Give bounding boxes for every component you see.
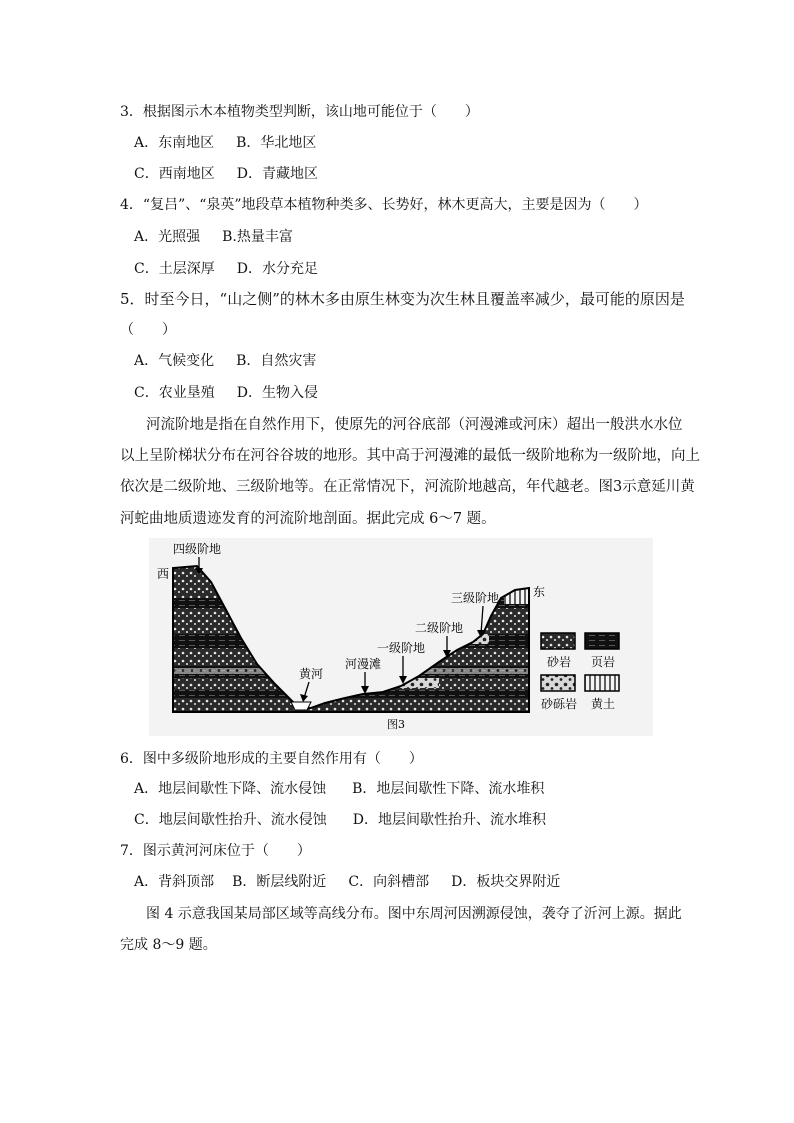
river-channel [291, 702, 311, 710]
label-terrace4: 四级阶地 [173, 542, 222, 556]
q3-option-a: A．东南地区 [134, 135, 215, 151]
q5-option-c: C．农业垦殖 [134, 385, 215, 401]
q5-stem-line2: （ ） [120, 322, 176, 338]
figure-caption: 图3 [387, 718, 405, 731]
q3-options-row2 [134, 165, 318, 183]
q7-option-a: A．背斜顶部 [134, 874, 215, 890]
q7-options [134, 873, 560, 891]
figure-3-river-terrace-profile [149, 538, 653, 736]
label-river: 黄河 [299, 667, 324, 681]
passage1-line2: 以上呈阶梯状分布在河谷谷坡的地形。其中高于河漫滩的最低一级阶地称为一级阶地，向上 [120, 448, 700, 464]
legend-swatch-shale [585, 633, 619, 649]
q4-option-c: C．土层深厚 [134, 261, 215, 277]
q6-option-b: B．地层间歇性下降、流水堆积 [352, 781, 545, 797]
q3-stem: 3．根据图示木本植物类型判断，该山地可能位于（ ） [120, 104, 479, 120]
legend-label-conglomerate: 砂砾岩 [541, 697, 578, 711]
q6-options-row1 [134, 780, 544, 798]
q4-option-b: B.热量丰富 [222, 229, 293, 245]
q3-option-d: D．青藏地区 [236, 166, 318, 182]
q4-option-a: A．光照强 [134, 229, 201, 245]
q5-options-row2 [134, 384, 318, 402]
q6-stem: 6．图中多级阶地形成的主要自然作用有（ ） [120, 751, 423, 767]
q5-option-d: D．生物入侵 [236, 385, 318, 401]
legend-label-loess: 黄土 [591, 697, 616, 711]
q3-option-b: B．华北地区 [236, 135, 317, 151]
q4-options-row2 [134, 260, 318, 278]
passage1-line1: 河流阶地是指在自然作用下，使原先的河谷底部（河漫滩或河床）超出一般洪水水位 [146, 417, 683, 433]
label-terrace1: 一级阶地 [377, 641, 426, 655]
legend-swatch-loess [585, 675, 619, 691]
q7-option-c: C．向斜槽部 [348, 874, 430, 890]
q7-option-b: B．断层线附近 [232, 874, 327, 890]
label-floodplain: 河漫滩 [345, 657, 382, 671]
label-terrace3: 三级阶地 [451, 591, 500, 605]
q6-option-d: D．地层间歇性抬升、流水堆积 [352, 812, 546, 828]
q6-option-c: C．地层间歇性抬升、流水侵蚀 [134, 812, 327, 828]
q6-options-row2 [134, 811, 546, 829]
q7-stem: 7．图示黄河河床位于（ ） [120, 843, 311, 859]
passage1-line4: 河蛇曲地质遗迹发育的河流阶地剖面。据此完成 6～7 题。 [120, 511, 496, 527]
legend-label-shale: 页岩 [591, 655, 616, 669]
label-terrace2: 二级阶地 [415, 621, 464, 635]
q6-option-a: A．地层间歇性下降、流水侵蚀 [134, 781, 327, 797]
passage1-line3: 依次是二级阶地、三级阶地等。在正常情况下，河流阶地越高，年代越老。图3示意延川黄 [120, 479, 695, 495]
legend-label-sandstone: 砂岩 [547, 655, 572, 669]
label-west: 西 [157, 567, 170, 581]
q7-option-d: D．板块交界附近 [451, 874, 561, 890]
q4-options-row1 [134, 228, 293, 246]
q5-options-row1 [134, 352, 316, 370]
passage2-line2: 完成 8～9 题。 [120, 937, 217, 953]
legend-swatch-sandstone [541, 633, 575, 649]
label-east: 东 [533, 585, 546, 599]
q3-option-c: C．西南地区 [134, 166, 215, 182]
q4-option-d: D．水分充足 [236, 261, 318, 277]
q5-option-b: B．自然灾害 [236, 353, 317, 369]
q5-stem-line1: 5．时至今日，“山之侧”的林木多由原生林变为次生林且覆盖率减少，最可能的原因是 [120, 290, 685, 308]
passage2-line1: 图 4 示意我国某局部区域等高线分布。图中东周河因溯源侵蚀，袭夺了沂河上源。据此 [146, 906, 682, 922]
q3-options-row1 [134, 134, 316, 152]
q5-option-a: A．气候变化 [134, 353, 215, 369]
q4-stem: 4．“复吕”、“泉英”地段草本植物种类多、长势好，林木更高大，主要是因为（ ） [120, 197, 648, 213]
legend-swatch-conglomerate [541, 675, 575, 691]
